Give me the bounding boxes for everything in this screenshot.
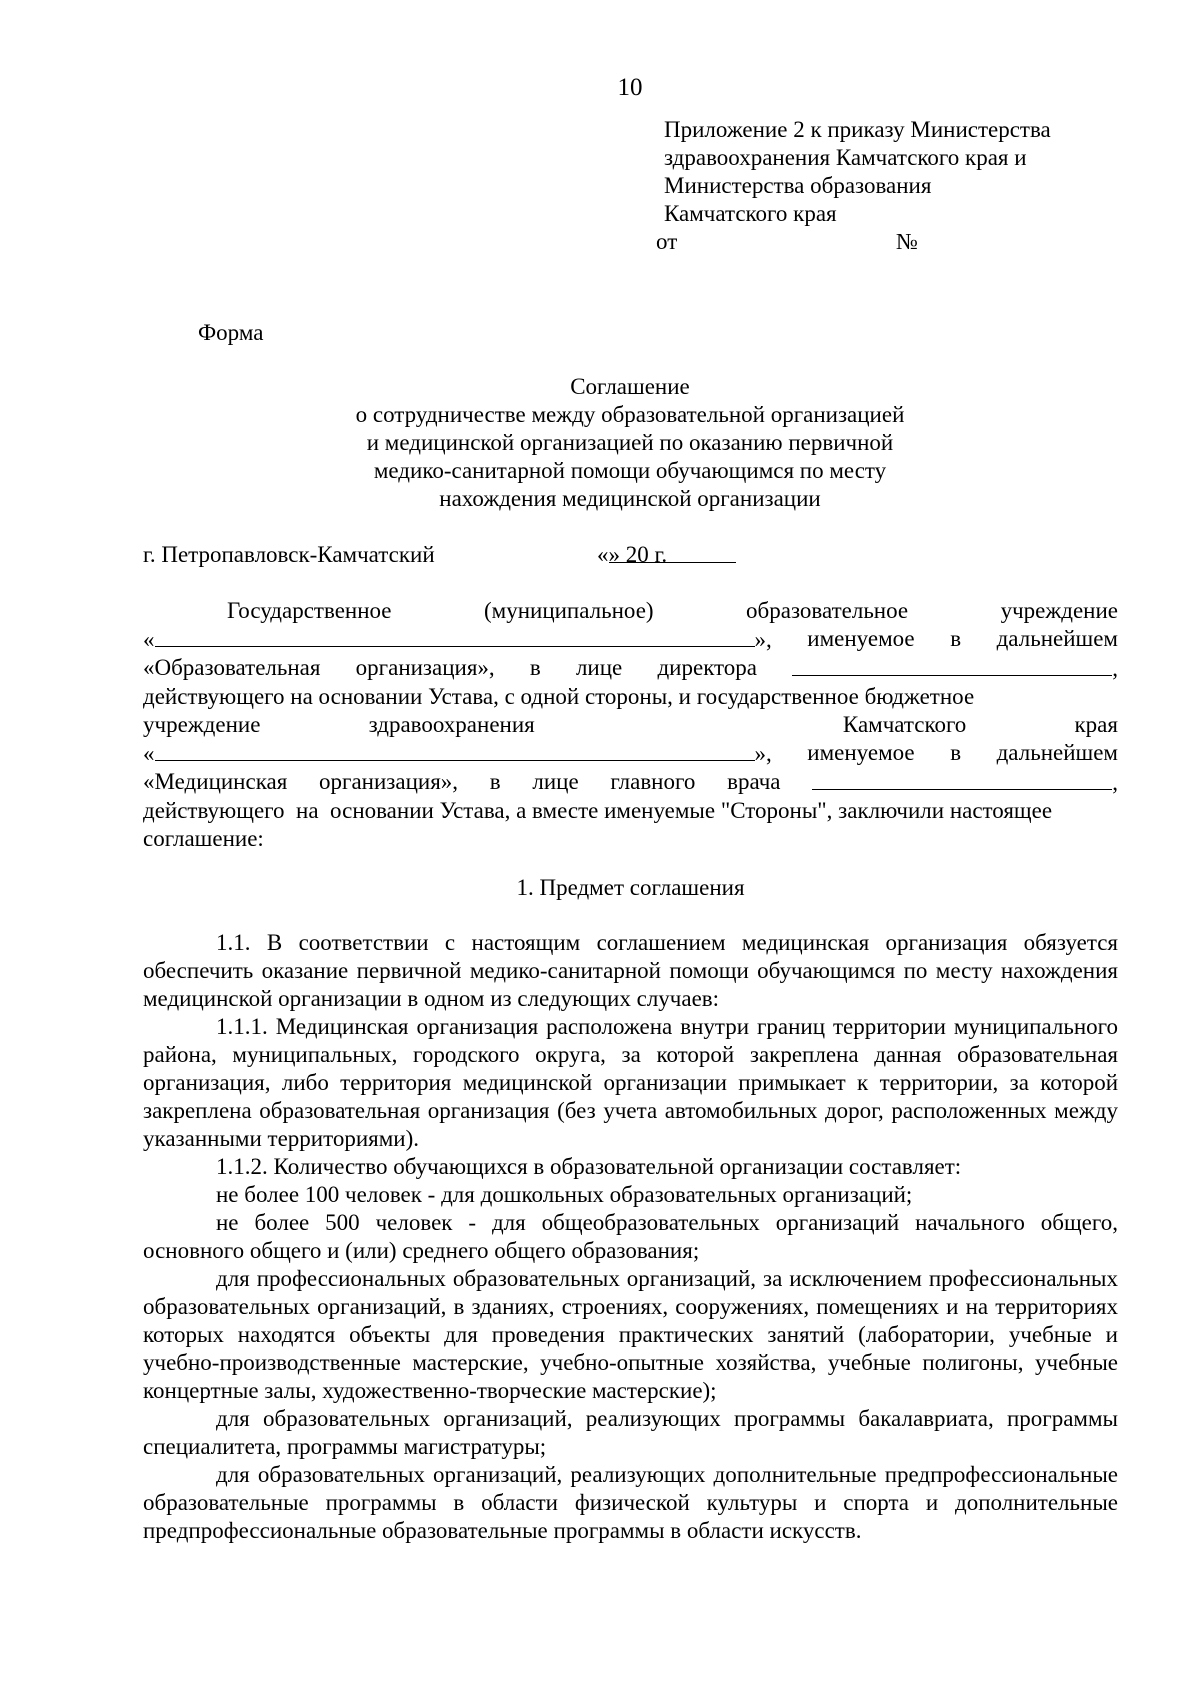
director-name-blank xyxy=(792,654,1112,676)
word: лице xyxy=(532,769,579,794)
medical-org-name-field xyxy=(143,739,772,768)
director-name-field xyxy=(792,654,1118,683)
quote-open: « xyxy=(143,627,155,652)
word: организация», xyxy=(355,655,495,680)
word: дальнейшем xyxy=(996,626,1118,651)
word: именуемое xyxy=(807,626,915,651)
appendix-line: здравоохранения Камчатского края и xyxy=(664,145,1027,170)
order-number-label: № xyxy=(896,229,918,254)
preamble-line xyxy=(143,654,1118,683)
education-org-name-field xyxy=(143,625,772,654)
comma: , xyxy=(1112,770,1118,795)
word: Государственное xyxy=(227,598,392,623)
word: образовательное xyxy=(746,598,909,623)
title-line: о сотрудничестве между образовательной организацией xyxy=(355,402,905,427)
chief-doctor-name-blank xyxy=(812,768,1112,790)
word: дальнейшем xyxy=(996,740,1118,765)
appendix-line: Приложение 2 к приказу Министерства xyxy=(664,117,1051,142)
word: здравоохранения xyxy=(368,712,535,737)
word: (муниципальное) xyxy=(483,598,654,623)
form-label: Форма xyxy=(198,320,264,345)
paragraph: для профессиональных образовательных организаций, за исключением профессиональных образовательных организаций, в зданиях, строениях, сооружениях, помещениях и на территориях которых находятся объекты для проведения практических занятий (лаборатории, учебные и учебно-производственные мастерские, учебно-опытные хозяйства, учебные полигоны, учебные концертные залы, художественно-творческие мастерские); xyxy=(143,1266,1118,1403)
word: Камчатского xyxy=(842,712,967,737)
agreement-title xyxy=(280,373,980,513)
quote-close: », xyxy=(754,627,772,652)
education-org-name-blank xyxy=(155,625,755,647)
word: края xyxy=(1074,712,1118,737)
paragraph: 1.1. В соответствии с настоящим соглашением медицинская организация обязуется обеспечить оказание первичной медико-санитарной помощи обучающимся по месту нахождения медицинской организации в одном из следующих случаев: xyxy=(143,930,1118,1011)
section-1-body xyxy=(143,929,1118,1545)
title-line: и медицинской организацией по оказанию первичной xyxy=(366,430,894,455)
quote-close: », xyxy=(754,741,772,766)
paragraph: 1.1.1. Медицинская организация расположена внутри границ территории муниципального района, муниципальных, городского округа, за которой закреплена данная образовательная организация, либо территория медицинской организации примыкает к территории, за которой закреплена образовательная организация (без учета автомобильных дорог, расположенных между указанными территориями). xyxy=(143,1014,1118,1151)
appendix-header xyxy=(656,116,1104,256)
word: учреждение xyxy=(1000,598,1118,623)
word: организация», xyxy=(319,769,459,794)
preamble-line xyxy=(143,739,1118,768)
paragraph: для образовательных организаций, реализующих программы бакалавриата, программы специалитета, программы магистратуры; xyxy=(143,1406,1118,1459)
preamble-line: действующего на основании Устава, с одной стороны, и государственное бюджетное xyxy=(143,684,975,709)
appendix-line: Камчатского края xyxy=(664,201,837,226)
city: г. Петропавловск-Камчатский xyxy=(143,542,435,567)
year-suffix: г. xyxy=(654,542,668,567)
year-prefix: 20 xyxy=(625,542,649,567)
section-title: 1. Предмет соглашения xyxy=(516,875,745,900)
word: в xyxy=(489,769,501,794)
order-date-number-line xyxy=(656,228,1104,256)
word: «Образовательная xyxy=(143,655,321,680)
quote-open: « xyxy=(597,542,609,567)
word: в xyxy=(950,740,962,765)
preamble xyxy=(143,597,1118,853)
title-line: Соглашение xyxy=(570,374,690,399)
month-blank xyxy=(626,541,736,563)
word: именуемое xyxy=(807,740,915,765)
preamble-line: действующего на основании Устава, а вместе именуемые "Стороны", заключили настоящее xyxy=(143,798,1053,823)
preamble-line xyxy=(143,597,1118,625)
preamble-line: соглашение: xyxy=(143,826,264,851)
order-date-label: от xyxy=(656,229,678,254)
year-blank xyxy=(649,541,673,563)
word: в xyxy=(529,655,541,680)
place-date-line xyxy=(143,541,1133,569)
page-number: 10 xyxy=(617,74,643,101)
date-field xyxy=(597,541,667,569)
quote-close: » xyxy=(608,542,620,567)
quote-open: « xyxy=(143,741,155,766)
paragraph: не более 500 человек - для общеобразовательных организаций начального общего, основного общего и (или) среднего общего образования; xyxy=(143,1210,1118,1263)
word: лице xyxy=(575,655,623,680)
paragraph: 1.1.2. Количество обучающихся в образовательной организации составляет: xyxy=(216,1154,962,1179)
paragraph: не более 100 человек - для дошкольных образовательных организаций; xyxy=(216,1182,913,1207)
word: директора xyxy=(657,655,758,680)
comma: , xyxy=(1112,656,1118,681)
word: врача xyxy=(727,769,781,794)
appendix-line: Министерства образования xyxy=(664,173,932,198)
chief-doctor-name-field xyxy=(812,768,1118,797)
paragraph: для образовательных организаций, реализующих дополнительные предпрофессиональные образовательные программы в области физической культуры и спорта и дополнительные предпрофессиональные образовательные программы в области искусств. xyxy=(143,1462,1118,1543)
preamble-line xyxy=(143,711,1118,739)
word: учреждение xyxy=(143,712,261,737)
medical-org-name-blank xyxy=(155,739,755,761)
preamble-line xyxy=(143,768,1118,797)
word: главного xyxy=(610,769,696,794)
word: «Медицинская xyxy=(143,769,288,794)
title-line: нахождения медицинской организации xyxy=(439,486,821,511)
title-line: медико-санитарной помощи обучающимся по месту xyxy=(373,458,887,483)
word: в xyxy=(950,626,962,651)
preamble-line xyxy=(143,625,1118,654)
